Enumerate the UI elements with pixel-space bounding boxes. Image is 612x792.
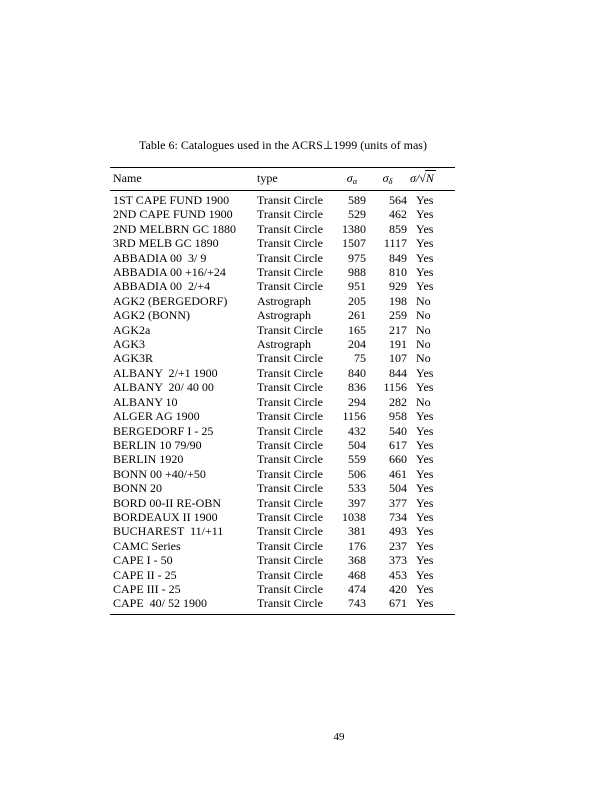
catalogue-type: Transit Circle [257,250,323,265]
table-row [110,207,455,221]
sigma-alpha-value: 529 [348,207,366,222]
sigma-alpha-value: 975 [348,250,366,265]
table-row [110,409,455,423]
sigma-over-sqrtn-flag: No [416,351,431,366]
catalogue-name: CAPE II - 25 [113,567,177,582]
sigma-delta-value: 107 [389,351,407,366]
sigma-delta-value: 377 [389,495,407,510]
sigma-over-sqrtn-flag: Yes [416,553,434,568]
catalogue-name: BUCHAREST 11/+11 [113,524,224,539]
catalogue-name: ALBANY 2/+1 1900 [113,365,218,380]
catalogue-name: 3RD MELB GC 1890 [113,236,219,251]
sigma-over-sqrtn-flag: Yes [416,452,434,467]
catalogue-name: BERLIN 10 79/90 [113,437,202,452]
page-number: 49 [333,731,345,743]
sigma-alpha-value: 951 [348,279,366,294]
sigma-over-sqrtn-flag: Yes [416,250,434,265]
sigma-over-sqrtn-flag: No [416,308,431,323]
table-row [110,524,455,538]
sigma-alpha-value: 1507 [342,236,366,251]
sigma-over-sqrtn-flag: Yes [416,581,434,596]
sigma-alpha-value: 836 [348,380,366,395]
table-row [110,337,455,351]
sigma-delta-value: 191 [389,337,407,352]
catalogue-type: Transit Circle [257,207,323,222]
catalogue-type: Transit Circle [257,452,323,467]
catalogue-type: Transit Circle [257,423,323,438]
table-row [110,236,455,250]
sigma-delta-value: 958 [389,409,407,424]
catalogues-table [110,167,455,615]
sigma-alpha-value: 474 [348,581,366,596]
table-row [110,308,455,322]
sigma-delta-value: 237 [389,538,407,553]
sigma-alpha-value: 165 [348,322,366,337]
sigma-alpha-value: 368 [348,553,366,568]
catalogue-name: AGK3 [113,337,145,352]
header-row [110,168,455,191]
table-row [110,222,455,236]
sigma-alpha-value: 294 [348,394,366,409]
sigma-delta-value: 198 [389,293,407,308]
sigma-delta-value: 810 [389,265,407,280]
sigma-over-sqrtn-flag: Yes [416,538,434,553]
table-row [110,294,455,308]
table-row [110,481,455,495]
sigma-alpha-value: 204 [348,337,366,352]
table-row [110,438,455,452]
sigma-over-sqrtn-flag: Yes [416,495,434,510]
catalogue-name: CAPE I - 50 [113,553,173,568]
sigma-alpha-value: 506 [348,466,366,481]
sigma-over-sqrtn-flag: Yes [416,221,434,236]
catalogue-name: CAMC Series [113,538,181,553]
sigma-delta-value: 564 [389,193,407,207]
sigma-alpha-value: 559 [348,452,366,467]
sigma-delta-value: 849 [389,250,407,265]
catalogue-type: Transit Circle [257,524,323,539]
table-row [110,323,455,337]
sigma-symbol: σ [346,171,353,185]
sigma-delta-value: 453 [389,567,407,582]
table-body [110,191,455,615]
column-header-sigma-delta [367,168,408,191]
table-row [110,553,455,567]
table-row [110,395,455,409]
radical-sign: √ [419,171,426,185]
table-row [110,582,455,596]
table-row [110,596,455,614]
sigma-delta-value: 462 [389,207,407,222]
sigma-alpha-value: 840 [348,365,366,380]
catalogue-type: Transit Circle [257,596,323,611]
catalogue-name: ABBADIA 00 2/+4 [113,279,211,294]
sigma-delta-value: 734 [389,509,407,524]
sigma-over-sqrtn-flag: Yes [416,279,434,294]
sigma-delta-value: 282 [389,394,407,409]
sigma-over-sqrtn-flag: Yes [416,409,434,424]
sigma-over-sqrtn-flag: Yes [416,466,434,481]
catalogue-type: Transit Circle [257,538,323,553]
column-header-type: type [257,168,337,191]
table-row [110,467,455,481]
catalogue-type: Transit Circle [257,466,323,481]
sigma-over-sqrtn-flag: No [416,322,431,337]
sigma-over-sqrtn-flag: No [416,293,431,308]
table-header [110,168,455,191]
sigma-delta-value: 844 [389,365,407,380]
sigma-alpha-value: 1038 [342,509,366,524]
catalogue-type: Transit Circle [257,394,323,409]
alpha-subscript: α [352,176,358,186]
table-row [110,452,455,466]
sigma-over-sqrtn-flag: Yes [416,596,434,611]
table-caption: Table 6: Catalogues used in the ACRS⊥1999 (units of mas) [139,138,427,152]
catalogue-name: ALBANY 10 [113,394,178,409]
sigma-alpha-value: 432 [348,423,366,438]
catalogue-name: ABBADIA 00 3/ 9 [113,250,207,265]
sigma-alpha-value: 1156 [342,409,366,424]
sigma-delta-value: 1117 [383,236,407,251]
catalogue-name: BONN 20 [113,481,163,496]
catalogue-name: AGK2 (BERGEDORF) [113,293,228,308]
column-header-name: Name [110,168,257,191]
catalogue-type: Transit Circle [257,380,323,395]
catalogue-type: Transit Circle [257,495,323,510]
catalogue-name: 2ND CAPE FUND 1900 [113,207,233,222]
delta-subscript: δ [388,176,393,186]
sigma-over-sqrtn-flag: Yes [416,524,434,539]
catalogue-name: BERGEDORF I - 25 [113,423,214,438]
sigma-alpha-value: 589 [348,193,366,207]
sigma-alpha-value: 743 [348,596,366,611]
sigma-over-sqrtn-flag: Yes [416,509,434,524]
sigma-alpha-value: 205 [348,293,366,308]
sigma-delta-value: 859 [389,221,407,236]
sigma-over-sqrtn-flag: Yes [416,207,434,222]
sigma-over-sqrtn-flag: Yes [416,265,434,280]
catalogue-type: Transit Circle [257,437,323,452]
table-row [110,496,455,510]
table-row [110,424,455,438]
sigma-symbol: σ [382,171,389,185]
catalogue-type: Transit Circle [257,553,323,568]
catalogue-type: Transit Circle [257,365,323,380]
sigma-over-sqrtn-flag: Yes [416,437,434,452]
sigma-delta-value: 217 [389,322,407,337]
catalogue-type: Transit Circle [257,509,323,524]
catalogue-name: AGK2a [113,322,151,337]
sigma-delta-value: 504 [389,481,407,496]
catalogue-type: Transit Circle [257,265,323,280]
sqrt-argument-n: N [425,171,434,185]
catalogue-name: ALBANY 20/ 40 00 [113,380,214,395]
catalogue-type: Transit Circle [257,581,323,596]
catalogue-type: Transit Circle [257,193,323,207]
table-row [110,568,455,582]
sigma-over-sqrtn-flag: Yes [416,380,434,395]
sigma-delta-value: 660 [389,452,407,467]
catalogue-name: CAPE 40/ 52 1900 [113,596,208,611]
sigma-slash-symbol: σ/ [410,171,420,185]
table-row [110,251,455,265]
catalogue-name: BONN 00 +40/+50 [113,466,206,481]
sigma-delta-value: 493 [389,524,407,539]
column-header-sigma-over-sqrt-n [408,168,455,191]
sigma-delta-value: 420 [389,581,407,596]
sigma-alpha-value: 988 [348,265,366,280]
sigma-over-sqrtn-flag: Yes [416,236,434,251]
catalogue-name: BORDEAUX II 1900 [113,509,218,524]
catalogue-name: BERLIN 1920 [113,452,184,467]
catalogue-name: ALGER AG 1900 [113,409,200,424]
sigma-over-sqrt-n-formula [410,171,436,185]
sigma-delta-value: 540 [389,423,407,438]
catalogue-type: Transit Circle [257,409,323,424]
table-row [110,366,455,380]
sigma-alpha-value: 176 [348,538,366,553]
sigma-over-sqrtn-flag: No [416,394,431,409]
catalogue-type: Astrograph [257,293,311,308]
sigma-alpha-value: 381 [348,524,366,539]
sigma-alpha-value: 397 [348,495,366,510]
sigma-over-sqrtn-flag: Yes [416,481,434,496]
sigma-delta-value: 461 [389,466,407,481]
table-row [110,510,455,524]
catalogue-name: BORD 00-II RE-OBN [113,495,221,510]
catalogue-type: Transit Circle [257,481,323,496]
sigma-alpha-value: 504 [348,437,366,452]
sigma-over-sqrtn-flag: Yes [416,567,434,582]
catalogue-name: AGK2 (BONN) [113,308,190,323]
table-row [110,191,455,208]
catalogue-type: Transit Circle [257,567,323,582]
sigma-delta-value: 671 [389,596,407,611]
table-row [110,380,455,394]
table-row [110,279,455,293]
sigma-alpha-value: 533 [348,481,366,496]
sigma-alpha-value: 261 [348,308,366,323]
sigma-delta-value: 617 [389,437,407,452]
catalogue-name: 1ST CAPE FUND 1900 [113,193,230,207]
catalogue-name: 2ND MELBRN GC 1880 [113,221,237,236]
sigma-over-sqrtn-flag: Yes [416,193,434,207]
column-header-sigma-alpha [337,168,367,191]
sigma-alpha-value: 75 [354,351,366,366]
catalogue-name: AGK3R [113,351,154,366]
catalogue-type: Transit Circle [257,351,323,366]
catalogue-type: Transit Circle [257,236,323,251]
catalogue-type: Transit Circle [257,279,323,294]
table-row [110,539,455,553]
sigma-delta-value: 373 [389,553,407,568]
sigma-delta-value: 1156 [383,380,407,395]
sigma-delta-value: 929 [389,279,407,294]
sigma-delta-value: 259 [389,308,407,323]
catalogue-type: Transit Circle [257,221,323,236]
sigma-over-sqrtn-flag: No [416,337,431,352]
catalogue-type: Astrograph [257,337,311,352]
catalogue-name: ABBADIA 00 +16/+24 [113,265,226,280]
table-row [110,351,455,365]
sigma-over-sqrtn-flag: Yes [416,423,434,438]
sigma-over-sqrtn-flag: Yes [416,365,434,380]
catalogue-type: Transit Circle [257,322,323,337]
catalogue-type: Astrograph [257,308,311,323]
sigma-alpha-value: 468 [348,567,366,582]
catalogue-name: CAPE III - 25 [113,581,181,596]
sigma-alpha-value: 1380 [342,221,366,236]
table-row [110,265,455,279]
